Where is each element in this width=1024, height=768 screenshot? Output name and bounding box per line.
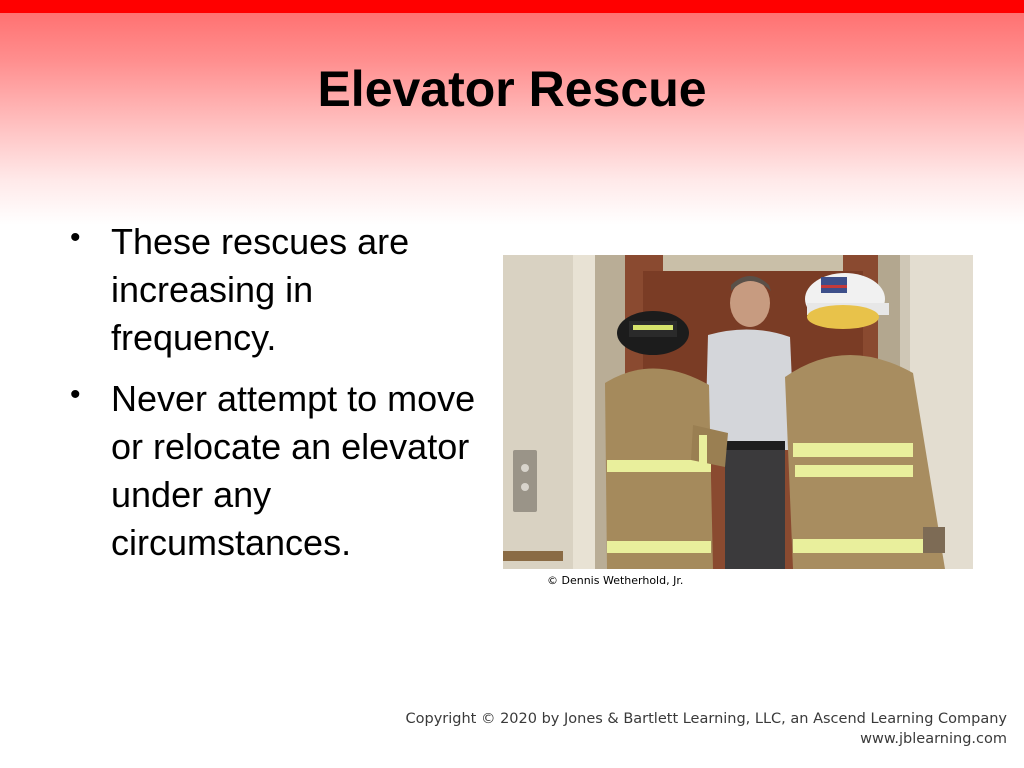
copyright-text: Copyright © 2020 by Jones & Bartlett Learning, LLC, an Ascend Learning Company <box>405 711 1007 727</box>
bullet-marker: • <box>70 378 81 411</box>
accent-bar <box>0 0 1024 13</box>
elevator-rescue-photo <box>503 255 973 569</box>
photo-credit: © Dennis Wetherhold, Jr. <box>547 574 684 587</box>
bullet-text: Never attempt to move or relocate an elevator under any circumstances. <box>111 378 476 563</box>
bullet-item <box>66 218 486 362</box>
bullet-list <box>66 218 486 580</box>
bullet-marker: • <box>70 221 81 254</box>
bullet-text: These rescues are increasing in frequency. <box>111 221 410 358</box>
bullet-item <box>66 375 486 567</box>
slide-title: Elevator Rescue <box>317 61 707 117</box>
copyright-footer <box>406 709 1007 749</box>
website-text: www.jblearning.com <box>860 731 1007 747</box>
